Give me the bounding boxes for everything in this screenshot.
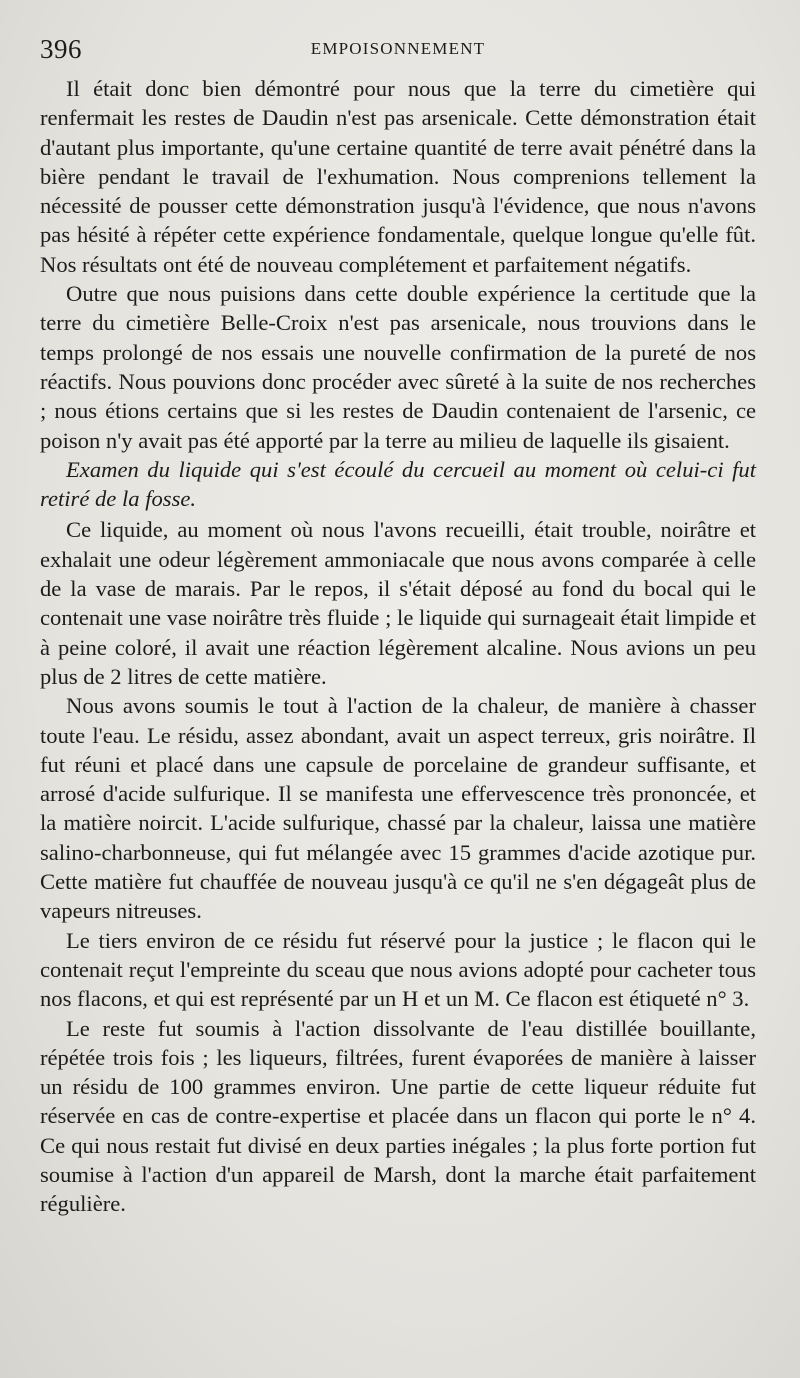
page-number: 396 (40, 34, 82, 64)
paragraph: Ce liquide, au moment où nous l'avons recueilli, était trouble, noirâtre et exhalait une odeur légèrement ammoniacale que nous avons comparée à celle de la vase de marais. Par le repos, il s'était déposé au fond du bocal qui le contenait une vase noirâtre très fluide ; le liquide qui surnageait était limpide et à peine coloré, il avait une réaction légèrement alcaline. Nous avions un peu plus de 2 litres de cette matière. (40, 517, 756, 689)
paragraph: Outre que nous puisions dans cette double expérience la certitude que la terre du cimetière Belle-Croix n'est pas arsenicale, nous trouvions dans le temps prolongé de nos essais une nouvelle confirmation de la pureté de nos réactifs. Nous pouvions donc procéder avec sûreté à la suite de nos recherches ; nous étions certains que si les restes de Daudin contenaient de l'arsenic, ce poison n'y avait pas été apporté par la terre au milieu de laquelle ils gisaient. (40, 281, 756, 453)
paragraph: Le reste fut soumis à l'action dissolvante de l'eau distillée bouillante, répétée trois fois ; les liqueurs, filtrées, furent évaporées de manière à laisser un résidu de 100 grammes environ. Une partie de cette liqueur réduite fut réservée en cas de contre-expertise et placée dans un flacon qui porte le n° 4. Ce qui nous restait fut divisé en deux parties inégales ; la plus forte portion fut soumise à l'action d'un appareil de Marsh, dont la marche était parfaitement régulière. (40, 1015, 756, 1217)
running-head: EMPOISONNEMENT (310, 39, 486, 58)
page-header (40, 34, 756, 74)
body-text (40, 74, 756, 1219)
paragraph: Nous avons soumis le tout à l'action de la chaleur, de manière à chasser toute l'eau. Le résidu, assez abondant, avait un aspect terreux, gris noirâtre. Il fut réuni et placé dans une capsule de porcelaine de grandeur suffisante, et arrosé d'acide sulfurique. Il se manifesta une effervescence très prononcée, et la matière noircit. L'acide sulfurique, chassé par la chaleur, laissa une matière salino-charbonneuse, qui fut mélangée avec 15 grammes d'acide azotique pur. Cette matière fut chauffée de nouveau jusqu'à ce qu'il ne s'en dégageât plus de vapeurs nitreuses. (40, 693, 756, 924)
paragraph: Le tiers environ de ce résidu fut réservé pour la justice ; le flacon qui le contenait reçut l'empreinte du sceau que nous avions adopté pour cacheter tous nos flacons, et qui est représenté par un H et un M. Ce flacon est étiqueté n° 3. (40, 927, 756, 1012)
section-heading: Examen du liquide qui s'est écoulé du cercueil au moment où celui-ci fut retiré de la fosse. (40, 456, 756, 512)
paragraph: Il était donc bien démontré pour nous que la terre du cimetière qui renfermait les restes de Daudin n'est pas arsenicale. Cette démonstration était d'autant plus importante, qu'une certaine quantité de terre avait pénétré dans la bière pendant le travail de l'exhumation. Nous comprenions tellement la nécessité de pousser cette démonstration jusqu'à l'évidence, que nous n'avons pas hésité à répéter cette expérience fondamentale, quelque longue qu'elle fût. Nos résultats ont été de nouveau complétement et parfaitement négatifs. (40, 76, 756, 277)
